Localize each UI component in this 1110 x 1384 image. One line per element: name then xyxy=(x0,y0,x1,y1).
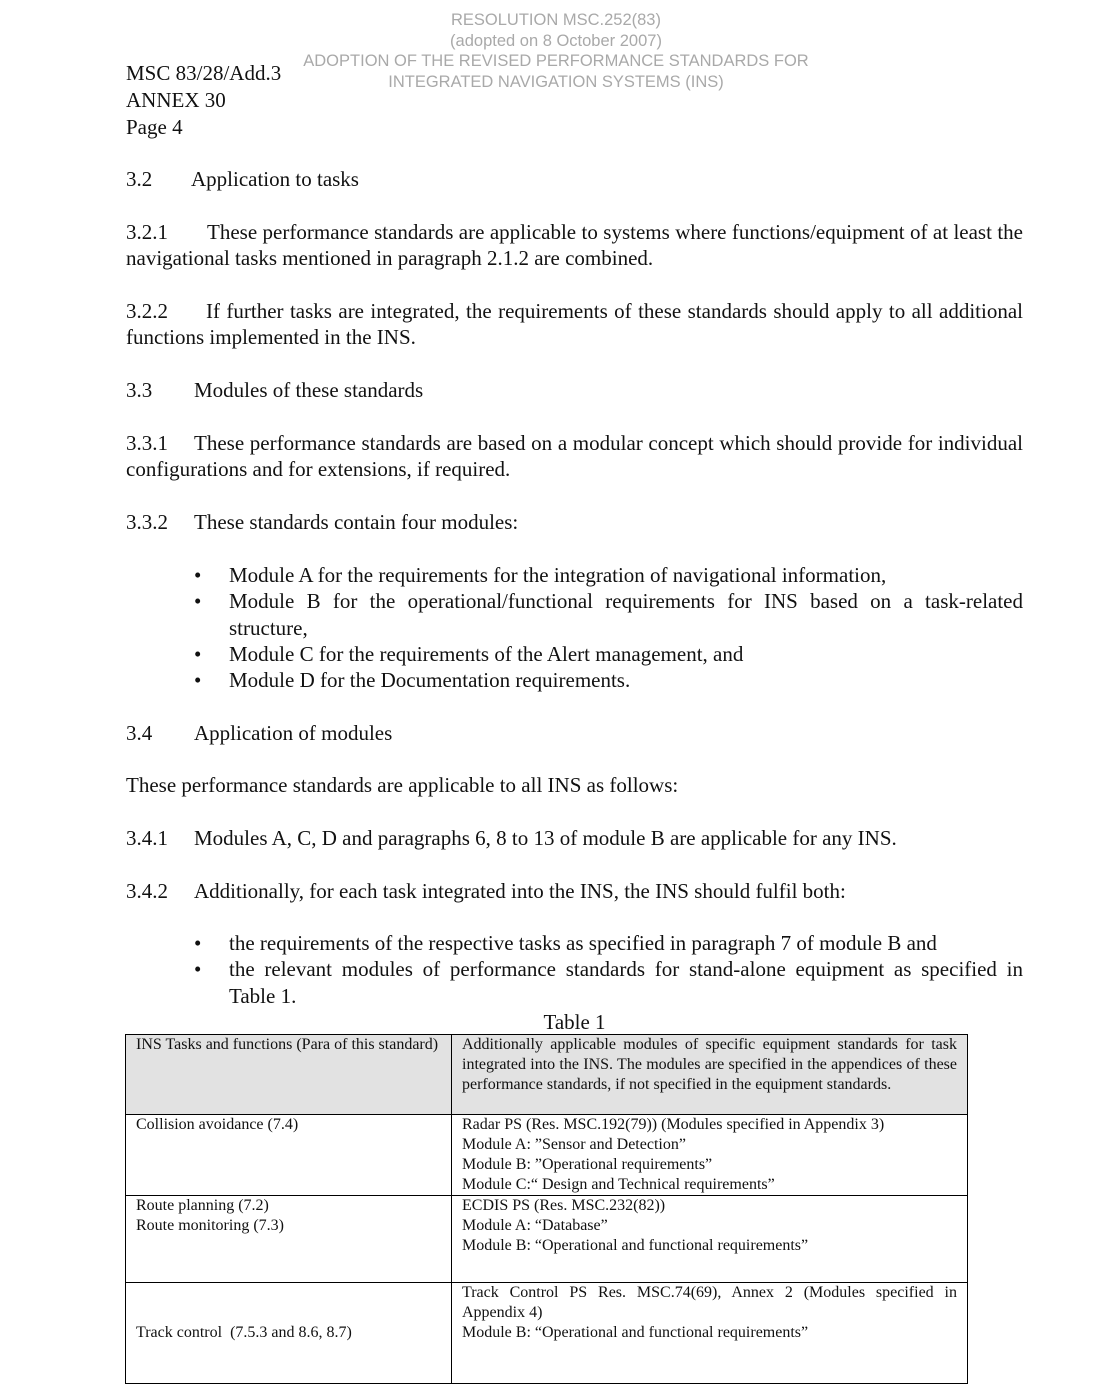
section-number: 3.4 xyxy=(126,721,153,745)
module-line: Module C:“ Design and Technical requirements” xyxy=(462,1176,775,1193)
table-header-cell: Additionally applicable modules of specific equipment standards for task integrated into the INS. The modules are specified in the appendices of these performance standards, if not specified in the equipment standards. xyxy=(452,1035,968,1115)
paragraph-text: Additionally, for each task integrated into the INS, the INS should fulfil both: xyxy=(194,879,846,903)
section-title: Application of modules xyxy=(194,721,393,745)
watermark-line: RESOLUTION MSC.252(83) xyxy=(451,11,661,29)
paragraph-3-3-2 xyxy=(126,509,1023,535)
paragraph-number: 3.2.2 xyxy=(126,299,168,323)
paragraph-3-3-1 xyxy=(126,430,1023,482)
paragraph-3-2-2 xyxy=(126,298,1023,350)
module-line: Module B: “Operational and functional requirements” xyxy=(462,1324,809,1341)
module-line: Module B: ”Operational requirements” xyxy=(462,1156,713,1173)
table-cell xyxy=(452,1115,968,1196)
module-line: Module A: ”Sensor and Detection” xyxy=(462,1136,686,1153)
section-number: 3.2 xyxy=(126,167,153,191)
table-cell xyxy=(126,1283,452,1384)
section-heading-3-4 xyxy=(126,720,1023,746)
paragraph-text: These performance standards are applicable to systems where functions/equipment of at least the navigational tasks mentioned in paragraph 2.1.2 are combined. xyxy=(126,220,1023,270)
paragraph-text: If further tasks are integrated, the requirements of these standards should apply to all additional functions implemented in the INS. xyxy=(126,299,1023,349)
list-item: • Module B for the operational/functional requirements for INS based on a task-related structure, xyxy=(190,588,1023,641)
list-item: • Module A for the requirements for the integration of navigational information, xyxy=(190,562,1023,588)
table-caption: Table 1 xyxy=(543,1010,606,1034)
paragraph-text: These standards contain four modules: xyxy=(194,510,519,534)
table-row xyxy=(126,1115,968,1196)
paragraph-number: 3.3.2 xyxy=(126,510,168,534)
standard-reference: ECDIS PS (Res. MSC.232(82)) xyxy=(462,1197,666,1214)
modules-list xyxy=(190,562,1023,693)
section-number: 3.3 xyxy=(126,378,153,402)
watermark-line: INTEGRATED NAVIGATION SYSTEMS (INS) xyxy=(388,72,724,91)
table-cell xyxy=(452,1283,968,1384)
paragraph-number: 3.2.1 xyxy=(126,220,168,244)
standard-reference: Track Control PS Res. MSC.74(69), Annex 2 (Modules specified in Appendix 4) xyxy=(462,1284,957,1321)
document-header xyxy=(126,60,281,141)
modules-table xyxy=(125,1034,968,1384)
table-cell xyxy=(126,1115,452,1196)
section-heading-3-3 xyxy=(126,377,1023,403)
paragraph-3-2-1 xyxy=(126,219,1023,271)
table-cell xyxy=(452,1196,968,1283)
task-label: Track control (7.5.3 and 8.6, 8.7) xyxy=(136,1324,352,1341)
doc-reference: MSC 83/28/Add.3 xyxy=(126,61,282,85)
paragraph-3-4-intro: These performance standards are applicable to all INS as follows: xyxy=(126,773,679,797)
section-heading-3-2 xyxy=(126,166,1023,192)
paragraph-3-4-1 xyxy=(126,825,1023,851)
watermark-line: (adopted on 8 October 2007) xyxy=(450,31,662,50)
task-label: Collision avoidance (7.4) xyxy=(136,1116,299,1133)
annex-number: ANNEX 30 xyxy=(126,88,226,112)
task-label: Route planning (7.2) xyxy=(136,1197,269,1214)
paragraph-number: 3.4.1 xyxy=(126,826,168,850)
resolution-watermark xyxy=(250,10,862,92)
table-header-row xyxy=(126,1035,968,1115)
table-row xyxy=(126,1283,968,1384)
task-label: Route monitoring (7.3) xyxy=(136,1217,284,1234)
paragraph-number: 3.4.2 xyxy=(126,879,168,903)
section-title: Application to tasks xyxy=(191,167,359,191)
watermark-line: ADOPTION OF THE REVISED PERFORMANCE STANDARDS FOR xyxy=(303,52,809,70)
paragraph-text: These performance standards are based on a modular concept which should provide for individual configurations and for extensions, if required. xyxy=(126,431,1023,481)
requirements-list xyxy=(190,930,1023,1009)
list-item: • Module C for the requirements of the Alert management, and xyxy=(190,641,1023,667)
module-line: Module A: “Database” xyxy=(462,1217,608,1234)
paragraph-3-4-2 xyxy=(126,878,1023,904)
paragraph-number: 3.3.1 xyxy=(126,431,168,455)
table-cell xyxy=(126,1196,452,1283)
list-item: • the requirements of the respective tasks as specified in paragraph 7 of module B and xyxy=(190,930,1023,956)
table-header-cell: INS Tasks and functions (Para of this standard) xyxy=(126,1035,452,1115)
standard-reference: Radar PS (Res. MSC.192(79)) (Modules specified in Appendix 3) xyxy=(462,1116,885,1133)
paragraph-text: Modules A, C, D and paragraphs 6, 8 to 13 of module B are applicable for any INS. xyxy=(194,826,897,850)
table-row xyxy=(126,1196,968,1283)
page-number: Page 4 xyxy=(126,115,183,139)
module-line: Module B: “Operational and functional requirements” xyxy=(462,1237,809,1254)
list-item: • the relevant modules of performance standards for stand-alone equipment as specified in Table 1. xyxy=(190,956,1023,1009)
section-title: Modules of these standards xyxy=(194,378,424,402)
list-item: • Module D for the Documentation requirements. xyxy=(190,667,1023,693)
